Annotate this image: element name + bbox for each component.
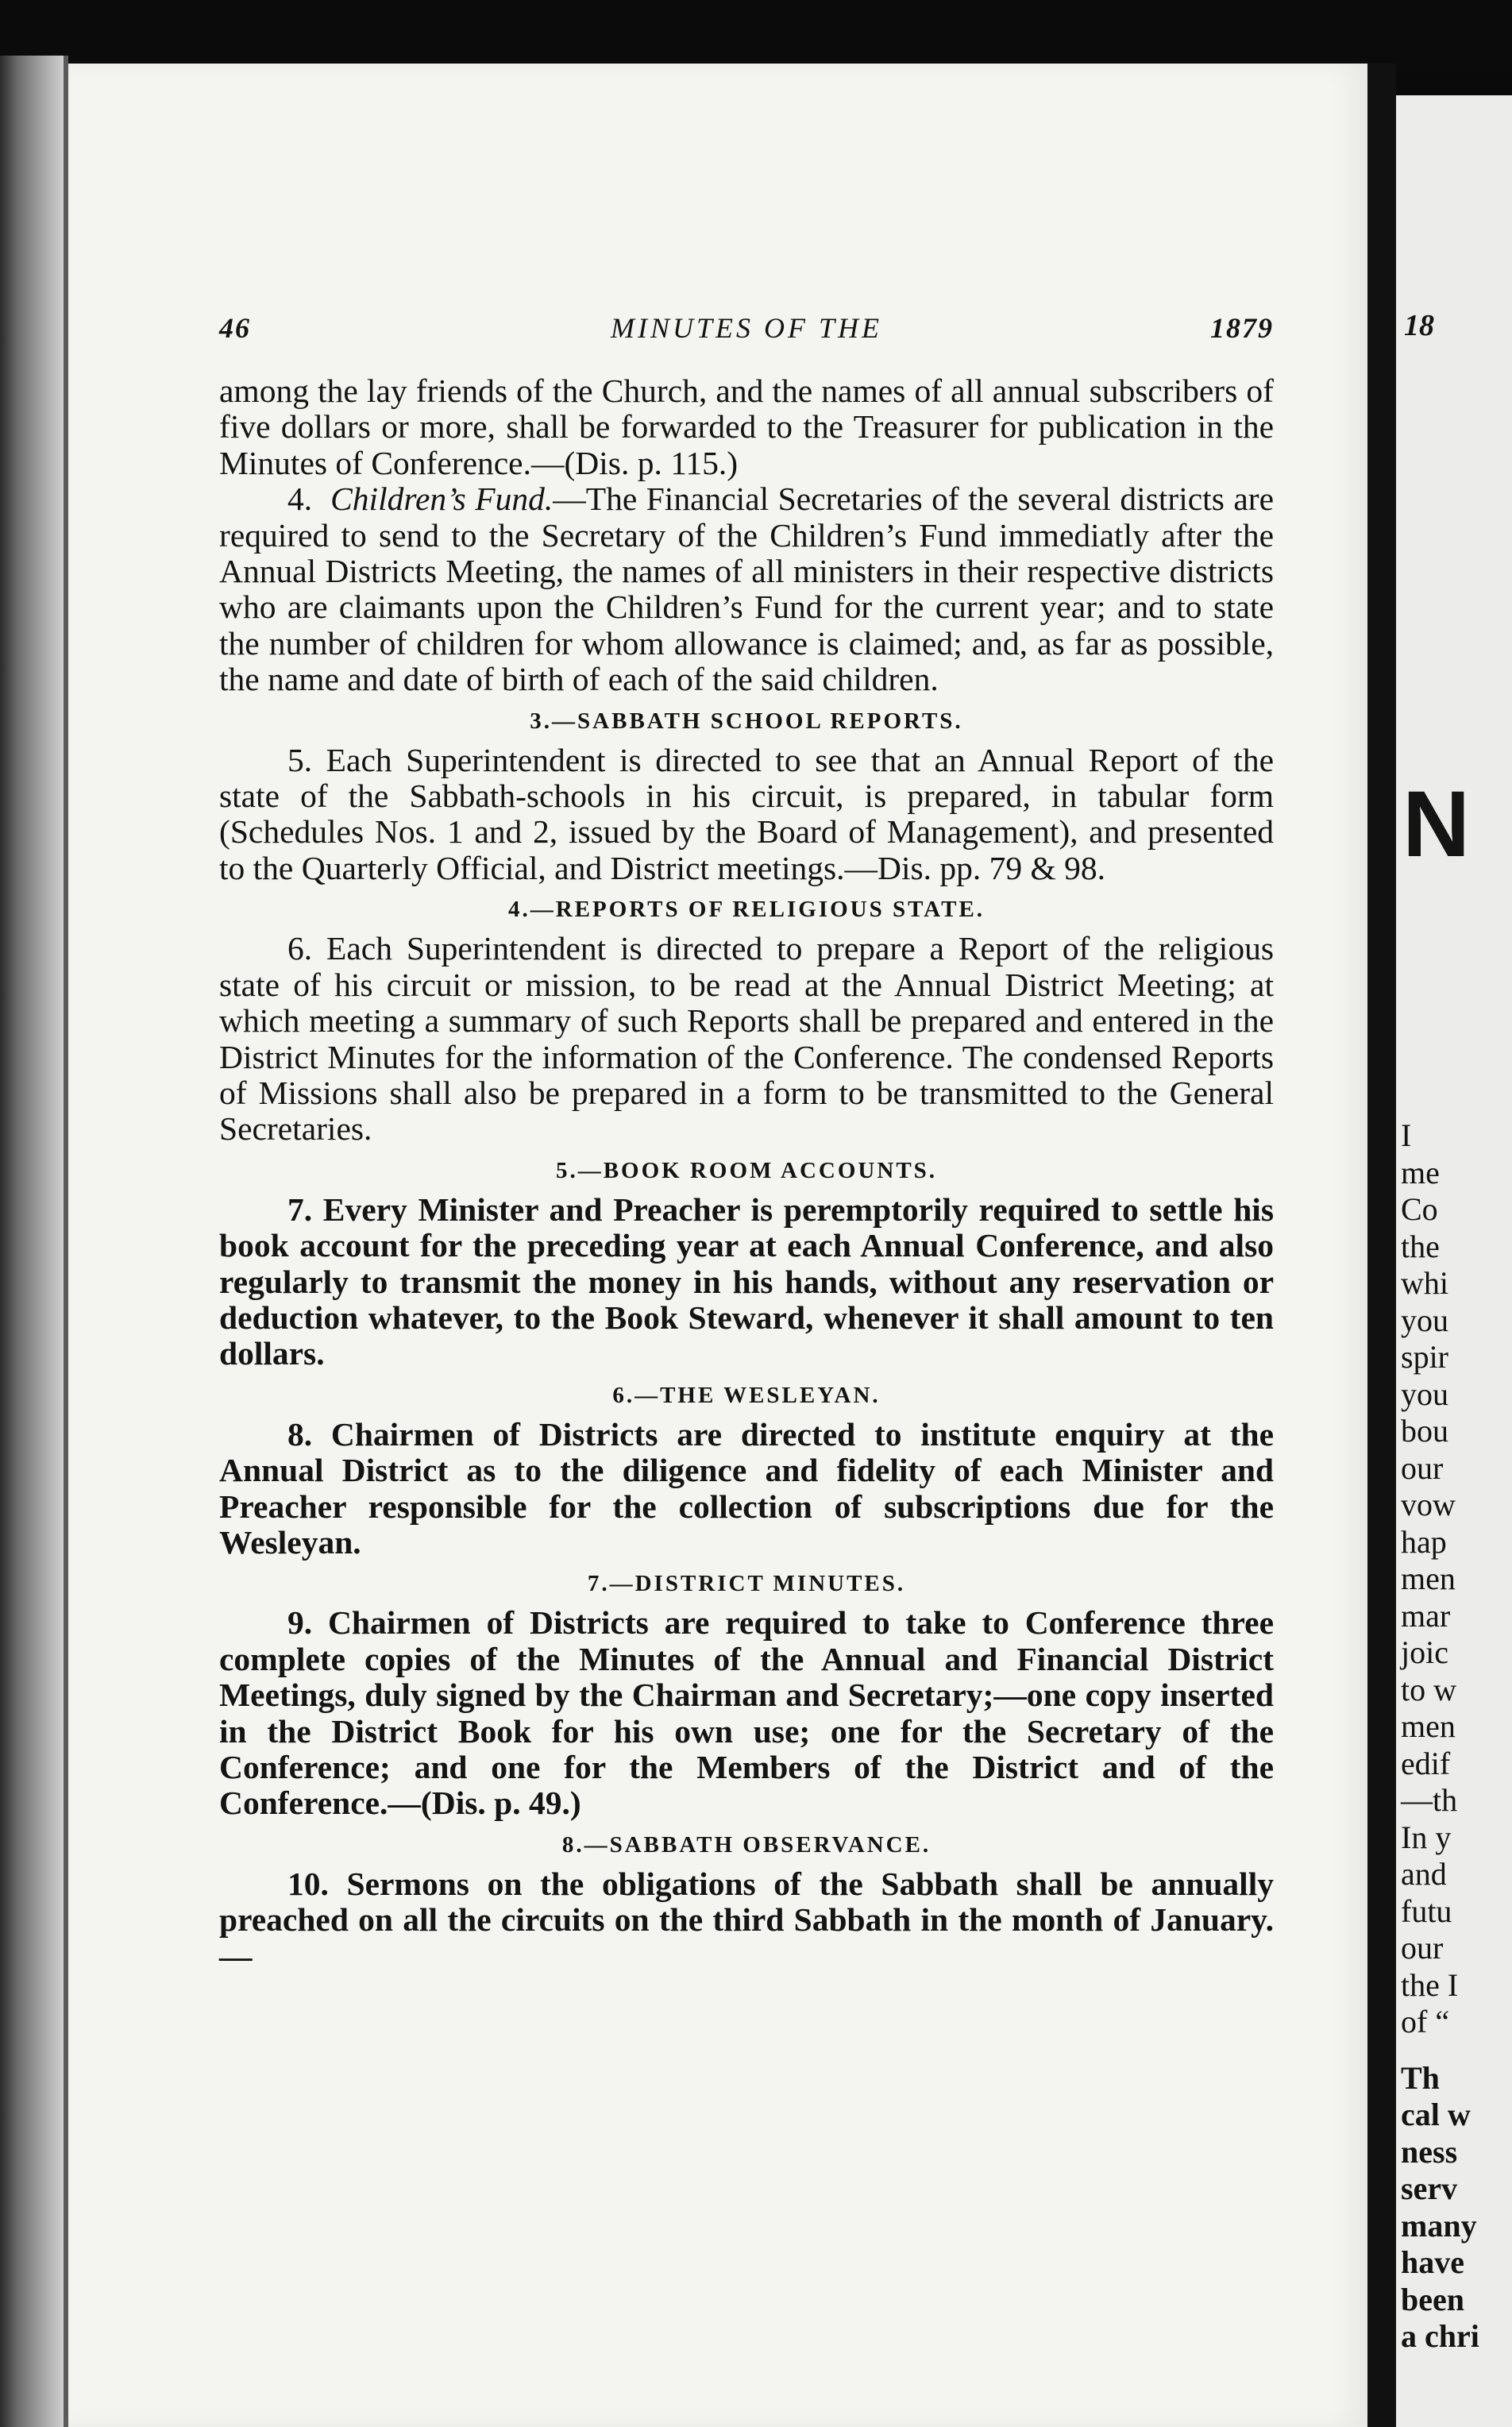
paragraph-4-number: 4. [287,480,313,518]
running-year: 1879 [1210,312,1274,344]
adjacent-page-line: and [1401,1856,1447,1892]
running-head [219,311,1274,348]
adjacent-page-line: Co [1401,1191,1438,1227]
bold-section [219,1192,1274,1974]
paragraph-4 [219,481,1274,697]
paragraph-7: 7. Every Minister and Preacher is peremptorily required to settle his book account for the preceding year at each Annual Conference, and also regularly to transmit the money in his hands, without any reservation or deduction whatever, to the Book Steward, whenever it shall amount to ten dollars. [219,1190,1274,1372]
adjacent-page-line: joic [1401,1634,1448,1670]
section-heading-5: 5.—BOOK ROOM ACCOUNTS. [555,1157,938,1183]
section-heading-4: 4.—REPORTS OF RELIGIOUS STATE. [507,897,986,923]
section-heading-8: 8.—SABBATH OBSERVANCE. [561,1831,932,1858]
book-binding-edge [0,56,68,2427]
paragraph-6: 6. Each Superintendent is directed to prepare a Report of the religious state of his circuit or mission, to be read at the Annual District Meeting; at which meeting a summary of such Reports shall be prepared and entered in the District Minutes for the information of the Conference. The condensed Reports of Missions shall also be prepared in a form to be transmitted to the General Secretaries. [219,930,1274,1148]
adjacent-page-line: of “ [1401,2004,1450,2039]
page-body [219,373,1274,1974]
adjacent-page-line: the I [1401,1966,1459,2003]
adjacent-page-title-fragment: N [1402,772,1468,877]
section-heading-3: 3.—SABBATH SCHOOL REPORTS. [530,708,963,734]
adjacent-page-line: to w [1401,1671,1456,1707]
adjacent-page-line: In y [1401,1819,1452,1855]
adjacent-page-line: you [1401,1376,1448,1412]
adjacent-page-line: Th [1401,2059,1440,2096]
adjacent-page-line: our [1401,1449,1444,1486]
adjacent-page-line: you [1401,1302,1448,1338]
paragraph-9: 9. Chairmen of Districts are required to take to Conference three complete copies of the Minutes of the Annual and Financial District Meetings, duly signed by the Chairman and Secretary;—one copy inserted in the District Book for his own use; one for the Secretary of the Conference; and one for the Members of the District and of the Conference.—(Dis. p. 49.) [219,1604,1274,1822]
paragraph-4-title: Children’s Fund. [330,480,554,518]
adjacent-page-line: many [1401,2207,1477,2244]
adjacent-page-line: spir [1401,1339,1448,1375]
scan-top-border [0,0,1512,71]
paragraph-4-text: —The Financial Secretaries of the several districts are required to send to the Secretary of the Children’s Fund immediatly after the Annual Districts Meeting, the names of all ministers in their respective districts who are claimants upon the Children’s Fund for the current year; and to state the number of children for whom allowance is claimed; and, as far as possible, the name and date of birth of each of the said children. [219,480,1274,698]
adjacent-page-line: vow [1401,1487,1456,1522]
adjacent-page-line: —th [1401,1782,1458,1818]
adjacent-page-line: men [1401,1708,1456,1744]
adjacent-page-line: mar [1401,1597,1451,1634]
page-gutter [1367,64,1396,2427]
running-title: MINUTES OF THE [611,312,882,344]
section-heading-7: 7.—DISTRICT MINUTES. [587,1571,906,1597]
adjacent-page-line: our [1401,1930,1444,1966]
adjacent-page-line: hap [1401,1523,1447,1560]
adjacent-page-line: been [1401,2281,1464,2317]
adjacent-page-line: cal w [1401,2097,1471,2132]
adjacent-page-line: edif [1401,1745,1451,1781]
adjacent-page-line: I [1401,1117,1412,1153]
paragraph-8: 8. Chairmen of Districts are directed to institute enquiry at the Annual District as to the diligence and fidelity of each Minister and Preacher responsible for the collection of subscriptions due for the Wesleyan. [219,1415,1274,1561]
adjacent-page-line: have [1401,2244,1464,2280]
adjacent-page-line: whi [1401,1265,1448,1301]
adjacent-page-fragment [1396,95,1512,2427]
paragraph-intro: among the lay friends of the Church, and the names of all annual subscribers of five dollars or more, shall be forwarded to the Treasurer for publication in the Minutes of Conference.—(Dis. p. 115.) [219,372,1274,481]
paragraph-5: 5. Each Superintendent is directed to see that an Annual Report of the state of the Sabbath-schools in his circuit, is prepared, in tabular form (Schedules Nos. 1 and 2, issued by the Board of Management), and presented to the Quarterly Official, and District meetings.—Dis. pp. 79 & 98. [219,741,1274,886]
page-number: 46 [219,312,251,344]
section-heading-6: 6.—THE WESLEYAN. [612,1382,881,1408]
adjacent-page-line: a chri [1401,2318,1479,2354]
adjacent-page-line: futu [1401,1893,1452,1929]
adjacent-page-line: serv [1401,2170,1458,2206]
adjacent-page-number: 18 [1404,309,1434,342]
adjacent-page-line: men [1401,1561,1456,1596]
adjacent-page-line: the [1401,1228,1440,1264]
adjacent-page-line: ness [1401,2133,1458,2170]
paragraph-10: 10. Sermons on the obligations of the Sabbath shall be annually preached on all the circuits on the third Sabbath in the month of January.— [219,1865,1274,1974]
adjacent-page-line: bou [1401,1413,1448,1449]
adjacent-page-line: me [1401,1154,1440,1190]
